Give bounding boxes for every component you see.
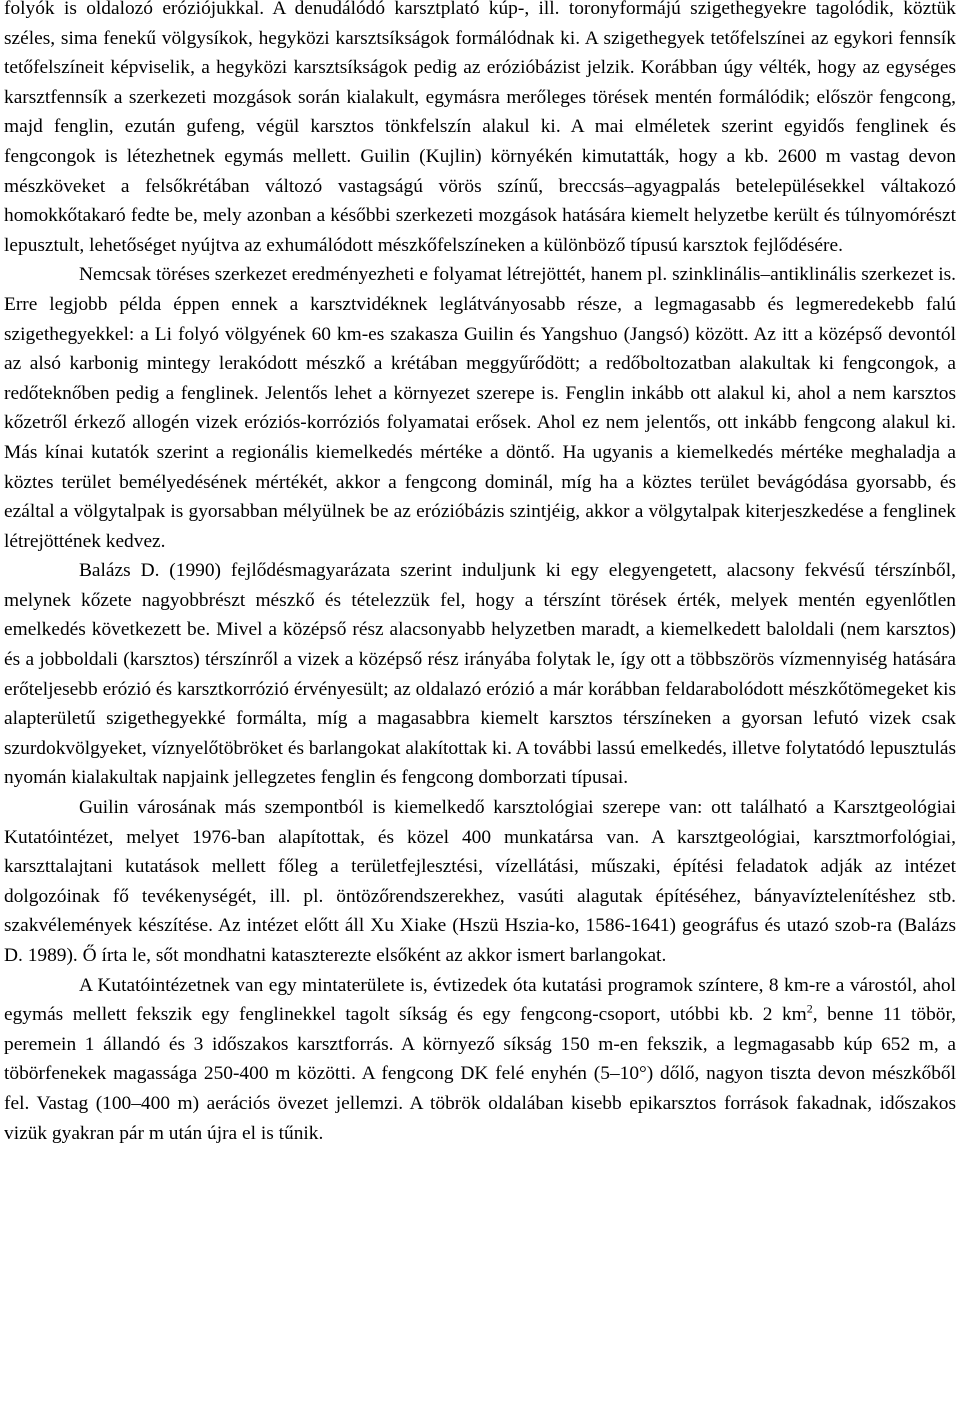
paragraph-1: folyók is oldalozó eróziójukkal. A denudálódó karsztplató kúp-, ill. toronyformájú szigethegyekre tagolódik, köztük széles, sima fenekű völgysíkok, hegyközi karsztsíkságok formálódnak ki. A szigethegyek tetőfelszínei az egykori fennsík tetőfelszíneit képviselik, a hegyközi karsztsíkságok pedig az erózióbázist jelzik. Korábban úgy vélték, hogy az egységes karsztfennsík a szerkezeti mozgások során kialakult, egymásra merőleges törések mentén formálódik; először fengcong, majd fenglin, ezután gufeng, végül karsztos tönkfelszín alakul ki. A mai elméletek szerint egyidős fenglinek és fengcongok is létezhetnek egymás mellett. Guilin (Kujlin) környékén kimutatták, hogy a kb. 2600 m vastag devon mészköveket a felsőkrétában változó vastagságú vörös színű, breccsás–agyagpalás betelepülésekkel váltakozó homokkőtakaró fedte be, mely azonban a későbbi szerkezeti mozgások hatására kiemelt helyzetbe került és túlnyomórészt lepusztult, lehetőséget nyújtva az exhumálódott mészkőfelszíneken a különböző típusú karsztok fejlődésére. xyxy=(4,0,956,256)
paragraph-5 xyxy=(4,971,956,1149)
paragraph-3: Balázs D. (1990) fejlődésmagyarázata szerint induljunk ki egy elegyengetett, alacsony fekvésű térszínből, melynek kőzete nagyobbrészt mészkő és tételezzük fel, hogy a térszínt törések érték, melyek mentén egyenlőtlen emelkedés következett be. Mivel a középső rész alacsonyabb helyzetben maradt, a kiemelkedett baloldali (nem karsztos) és a jobboldali (karsztos) térszínről a vizek a középső rész irányába folytak le, így ott a többszörös vízmennyiség hatására erőteljesebb erózió és karsztkorrózió érvényesült; az oldalazó erózió a már korábban feldarabolódott mészkőtömegeket kis alapterületű szigethegyekké formálta, míg a magasabbra kiemelt karsztos térszíneken a gyorsan lefutó vizek csak szurdokvölgyeket, víznyelőtöbröket és barlangokat alakítottak ki. A további lassú emelkedés, illetve folytatódó lepusztulás nyomán kialakultak napjaink jellegzetes fenglin és fengcong domborzati típusai. xyxy=(4,560,956,789)
paragraph-4: Guilin városának más szempontból is kiemelkedő karsztológiai szerepe van: ott található a Karsztgeológiai Kutatóintézet, melyet 1976-ban alapítottak, és közel 400 munkatársa van. A karsztgeológiai, karsztmorfológiai, karszttalajtani kutatások mellett főleg a területfejlesztési, vízellátási, műszaki, építési feladatok adják az intézet dolgozóinak fő tevékenységét, ill. pl. öntözőrendszerekhez, vasúti alagutak építéséhez, bányavíztelenítéshez stb. szakvélemények készítése. Az intézet előtt áll Xu Xiake (Hszü Hszia-ko, 1586-1641) geográfus és utazó szob-ra (Balázs D. 1989). Ő írta le, sőt mondhatni kataszterezte elsőként az akkor ismert barlangokat. xyxy=(4,797,956,966)
paragraph-5-text-a: A Kutatóintézetnek van egy mintaterülete is, évtizedek óta kutatási programok színtere, 8 km-re a várostól, ahol egymás mellett fekszik egy fenglinekkel tagolt síkság és egy fengcong-csoport, utóbbi kb. 2 km xyxy=(4,974,956,1026)
paragraph-2: Nemcsak töréses szerkezet eredményezheti e folyamat létrejöttét, hanem pl. szinklinális–antiklinális szerkezet is. Erre legjobb példa éppen ennek a karsztvidéknek leglátványosabb része, a legmagasabb és legmeredekebb falú szigethegyekkel: a Li folyó völgyének 60 km-es szakasza Guilin és Yangshuo (Jangsó) között. Az itt a középső devontól az alsó karbonig mintegy lerakódott mészkő a krétában meggyűrődött; a redőboltozatban alakultak ki fengcongok, a redőteknőben pedig a fenglinek. Jelentős lehet a környezet szerepe is. Fenglin inkább ott alakul ki, ahol a nem karsztos kőzetről érkező allogén vizek eróziós-korróziós folyamatai erősek. Ahol ez nem jelentős, ott inkább fengcong alakul ki. Más kínai kutatók szerint a regionális kiemelkedés mértéke a döntő. Ha ugyanis a kiemelkedés mértéke meghaladja a köztes terület bemélyedésének mértékét, akkor a fengcong dominál, míg ha a köztes terület bevágódása gyorsabb, és ezáltal a völgytalpak is gyorsabban mélyülnek be az erózióbázis szintjéig, akkor a völgytalpak kiterjeszkedése a fenglinek létrejöttének kedvez. xyxy=(4,264,956,552)
paragraph-5-text-b: , benne 11 töbör, peremein 1 állandó és 3 időszakos karsztforrás. A környező síkság 150 m-en fekszik, a legmagasabb kúp 652 m, a töbörfenekek magassága 250-400 m közötti. A fengcong DK felé enyhén (5–10°) dőlő, nagyon tiszta devon mészkőből fel. Vastag (100–400 m) aerációs övezet jellemzi. A töbrök oldalában kisebb epikarsztos források fakadnak, időszakos vizük gyakran pár m után újra el is tűnik. xyxy=(4,1004,956,1144)
superscript-2: 2 xyxy=(806,1001,813,1016)
